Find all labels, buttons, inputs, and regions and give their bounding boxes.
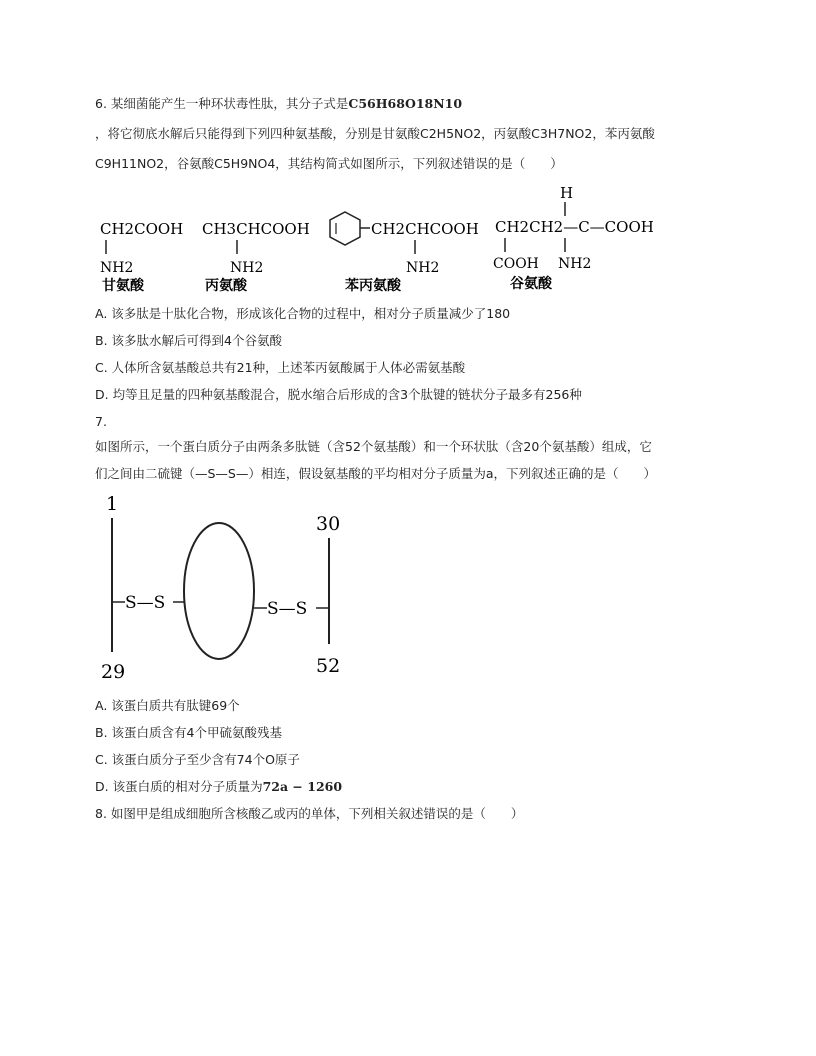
glu-name: 谷氨酸 <box>510 276 552 292</box>
q7-stem-line1: 如图所示，一个蛋白质分子由两条多肽链（含52个氨基酸）和一个环状肽（含20个氨基酸）组成，它 <box>95 439 652 454</box>
left-disulfide-bond: S—S <box>125 593 166 613</box>
q6-stem-line1 <box>95 95 462 113</box>
q8-stem: 8. 如图甲是组成细胞所含核酸乙或丙的单体，下列相关叙述错误的是（ ） <box>95 806 524 821</box>
glu-top-text: CH2CH2—C—COOH <box>495 218 654 236</box>
q6-option-c: C. 人体所含氨基酸总共有21种，上述苯丙氨酸属于人体必需氨基酸 <box>95 360 466 375</box>
chain2-end-label: 52 <box>316 655 341 677</box>
q6-option-b: B. 该多肽水解后可得到4个谷氨酸 <box>95 333 282 348</box>
q6-stem-prefix: 6. 某细菌能产生一种环状毒性肽，其分子式是 <box>95 96 349 111</box>
chain1-end-label: 29 <box>101 661 126 683</box>
q6-option-d: D. 均等且足量的四种氨基酸混合，脱水缩合后形成的含3个肽键的链状分子最多有256种 <box>95 387 582 402</box>
phe-nh2-text: NH2 <box>406 260 440 276</box>
q7-option-a: A. 该蛋白质共有肽键69个 <box>95 698 240 713</box>
cyclic-peptide-ring <box>184 523 254 659</box>
ala-nh2-text: NH2 <box>230 260 264 276</box>
phe-top-text: CH2CHCOOH <box>371 220 479 238</box>
q7-option-b: B. 该蛋白质含有4个甲硫氨酸残基 <box>95 725 282 740</box>
gly-nh2-text: NH2 <box>100 260 134 276</box>
ala-name: 丙氨酸 <box>205 278 247 294</box>
ala-top-text: CH3CHCOOH <box>202 220 310 238</box>
glu-cooh-text: COOH <box>493 256 539 272</box>
q7-option-d <box>95 778 342 796</box>
gly-top-text: CH2COOH <box>100 220 184 238</box>
q6-option-a: A. 该多肽是十肽化合物，形成该化合物的过程中，相对分子质量减少了180 <box>95 306 511 321</box>
right-disulfide-bond: S—S <box>267 599 308 619</box>
q6-peptide-formula: C56H68O18N10 <box>348 96 463 111</box>
chain1-start-label: 1 <box>106 493 119 515</box>
gly-name: 甘氨酸 <box>102 278 144 294</box>
glu-h-text: H <box>560 184 574 202</box>
q7-option-d-prefix: D. 该蛋白质的相对分子质量为 <box>95 779 263 794</box>
q6-stem-line2: ，将它彻底水解后只能得到下列四种氨基酸，分别是甘氨酸C2H5NO2，丙氨酸C3H7NO2，苯丙氨酸 <box>95 126 655 141</box>
q7-number: 7. <box>95 414 107 429</box>
protein-disulfide-diagram <box>95 490 365 690</box>
phe-name: 苯丙氨酸 <box>345 278 401 294</box>
benzene-ring-icon <box>330 212 360 245</box>
q6-stem-line3: C9H11NO2，谷氨酸C5H9NO4，其结构简式如图所示，下列叙述错误的是（ ） <box>95 156 563 171</box>
q7-option-d-formula: 72a − 1260 <box>262 779 343 794</box>
chain2-start-label: 30 <box>316 513 341 535</box>
glu-nh2-text: NH2 <box>558 256 592 272</box>
q7-stem-line2: 们之间由二硫键（—S—S—）相连，假设氨基酸的平均相对分子质量为a，下列叙述正确的是（ ） <box>95 466 657 481</box>
q7-option-c: C. 该蛋白质分子至少含有74个O原子 <box>95 752 300 767</box>
amino-acid-structures <box>90 182 730 297</box>
